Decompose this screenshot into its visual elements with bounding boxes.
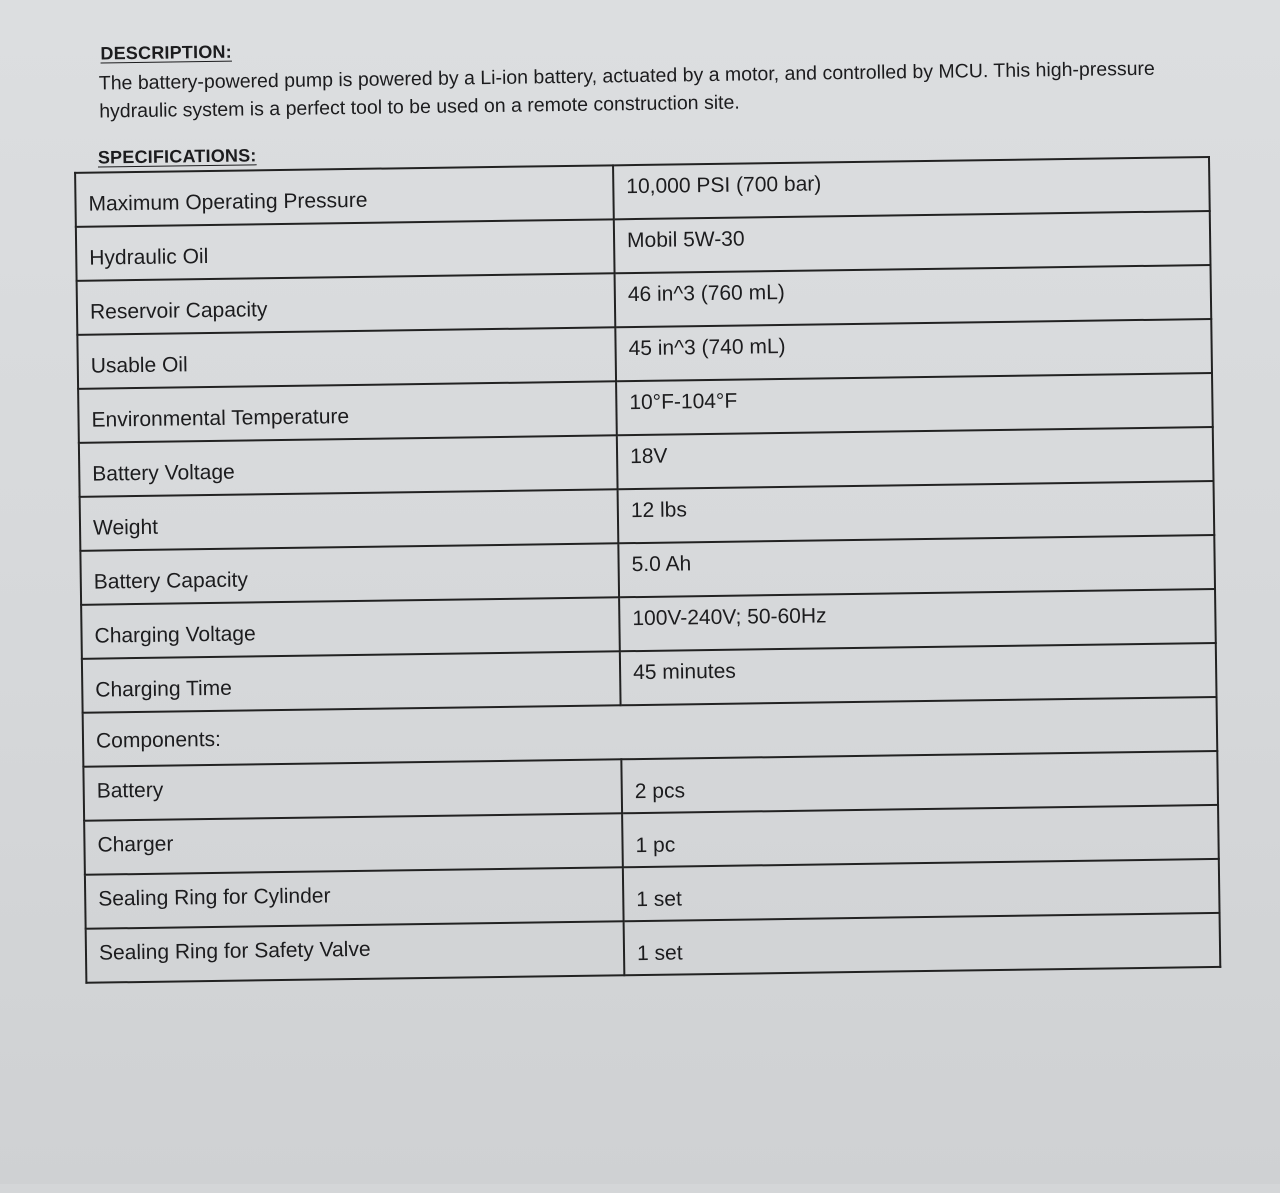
spec-value: 10,000 PSI (700 bar) — [613, 157, 1210, 219]
spec-value: 45 minutes — [620, 643, 1217, 705]
spec-value: Mobil 5W-30 — [614, 211, 1211, 273]
spec-value: 46 in^3 (760 mL) — [615, 265, 1212, 327]
spec-value: 12 lbs — [618, 481, 1215, 543]
specifications-table — [74, 156, 1221, 984]
component-quantity: 1 set — [623, 859, 1220, 921]
spec-label: Battery Voltage — [79, 435, 618, 497]
spec-value: 10°F-104°F — [616, 373, 1213, 435]
spec-label: Usable Oil — [77, 327, 616, 389]
spec-value: 5.0 Ah — [618, 535, 1215, 597]
component-quantity: 1 pc — [622, 805, 1219, 867]
spec-value: 18V — [617, 427, 1214, 489]
spec-label: Weight — [80, 489, 619, 551]
components-heading: Components: — [83, 697, 1218, 767]
spec-label: Hydraulic Oil — [76, 219, 615, 281]
component-label: Sealing Ring for Safety Valve — [86, 921, 625, 983]
spec-label: Battery Capacity — [80, 543, 619, 605]
spec-value: 100V-240V; 50-60Hz — [619, 589, 1216, 651]
description-heading: DESCRIPTION: — [100, 41, 232, 64]
description-text: The battery-powered pump is powered by a Li-ion battery, actuated by a motor, and controlled by MCU. This high-pressure hydraulic system is a perfect tool to be used on a remote construction site. — [98, 57, 1155, 123]
spec-label: Reservoir Capacity — [77, 273, 616, 335]
component-label: Sealing Ring for Cylinder — [85, 867, 624, 929]
component-quantity: 1 set — [624, 913, 1221, 975]
component-label: Charger — [84, 813, 623, 875]
component-label: Battery — [83, 759, 622, 821]
spec-value: 45 in^3 (740 mL) — [615, 319, 1212, 381]
spec-label: Maximum Operating Pressure — [75, 165, 614, 227]
spec-label: Charging Time — [82, 651, 621, 713]
specifications-heading: SPECIFICATIONS: — [97, 145, 257, 168]
spec-label: Charging Voltage — [81, 597, 620, 659]
component-quantity: 2 pcs — [621, 751, 1218, 813]
spec-label: Environmental Temperature — [78, 381, 617, 443]
